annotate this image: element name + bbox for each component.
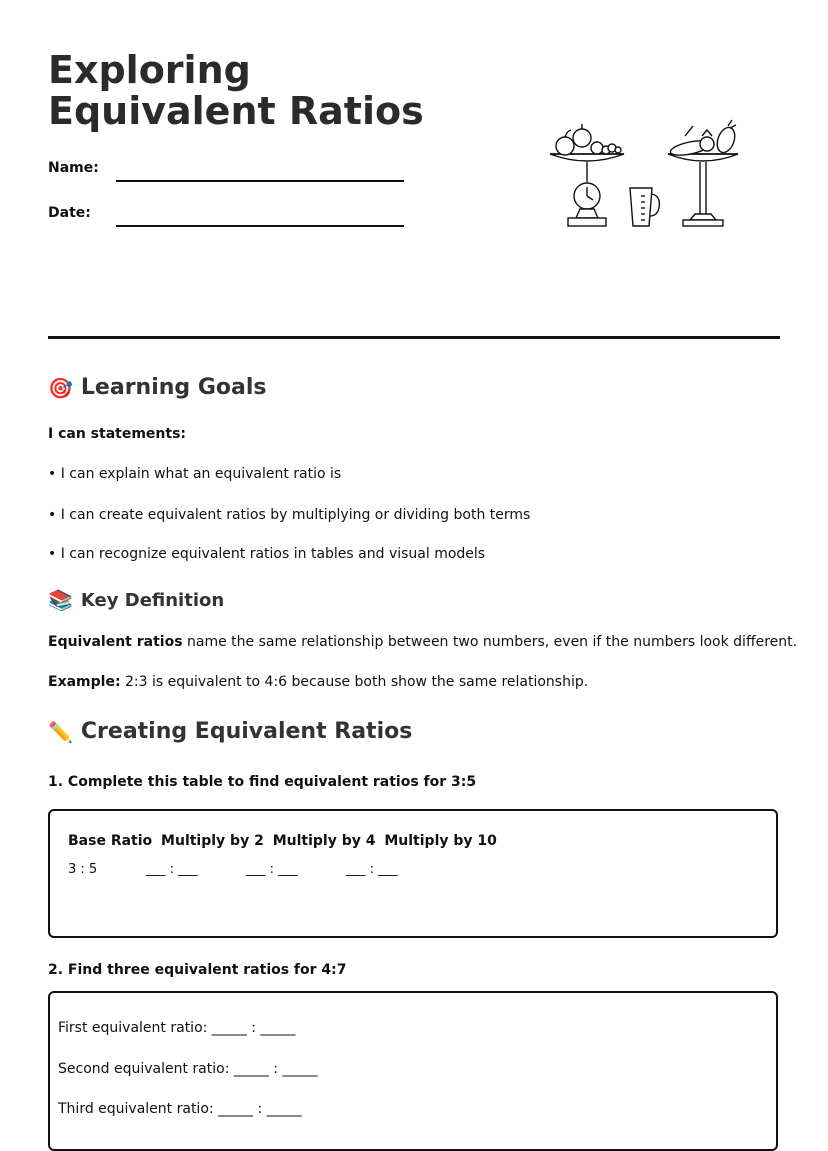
example-text: 2:3 is equivalent to 4:6 because both show the same relationship. <box>120 674 589 690</box>
key-definition-title: Key Definition <box>80 589 225 611</box>
table-header-row <box>68 833 501 849</box>
definition-paragraph <box>48 634 797 650</box>
example-label: Example: <box>48 674 121 690</box>
worksheet-title: Exploring Equivalent Ratios <box>48 48 424 133</box>
books-icon: 📚 <box>48 588 73 612</box>
answer-line[interactable]: Second equivalent ratio: _____ : _____ <box>58 1061 318 1077</box>
table-header: Multiply by 10 <box>384 833 497 849</box>
table-header: Multiply by 4 <box>272 833 376 849</box>
goal-item: • I can explain what an equivalent ratio is <box>48 466 342 482</box>
question-2: 2. Find three equivalent ratios for 4:7 <box>48 962 347 978</box>
goal-item: • I can recognize equivalent ratios in tables and visual models <box>48 546 486 562</box>
table-cell-answer[interactable]: ___ : ___ <box>246 862 298 877</box>
target-icon: 🎯 <box>48 375 73 400</box>
key-definition-heading <box>48 588 224 612</box>
goal-item: • I can create equivalent ratios by multiplying or dividing both terms <box>48 507 531 523</box>
question-1: 1. Complete this table to find equivalent ratios for 3:5 <box>48 774 477 790</box>
name-label: Name: <box>48 160 99 176</box>
ratio-table-box <box>48 809 778 938</box>
i-can-statements-label: I can statements: <box>48 426 187 442</box>
table-cell-answer[interactable]: ___ : ___ <box>146 862 198 877</box>
creating-ratios-title: Creating Equivalent Ratios <box>80 719 413 744</box>
learning-goals-heading <box>48 375 266 400</box>
left-scale-icon <box>550 124 624 226</box>
learning-goals-title: Learning Goals <box>80 375 267 400</box>
table-cell-base: 3 : 5 <box>68 862 98 877</box>
date-label: Date: <box>48 205 91 221</box>
answers-box <box>48 991 778 1151</box>
pencil-icon: ✏️ <box>48 719 73 744</box>
example-paragraph <box>48 674 588 690</box>
answer-line[interactable]: Third equivalent ratio: _____ : _____ <box>58 1101 302 1117</box>
table-cell-answer[interactable]: ___ : ___ <box>346 862 398 877</box>
right-scale-icon <box>668 120 738 226</box>
name-field[interactable] <box>116 180 404 182</box>
date-field[interactable] <box>116 225 404 227</box>
table-header: Base Ratio <box>68 833 153 849</box>
answer-line[interactable]: First equivalent ratio: _____ : _____ <box>58 1020 296 1036</box>
table-header: Multiply by 2 <box>161 833 264 849</box>
definition-text: name the same relationship between two numbers, even if the numbers look different. <box>182 634 798 650</box>
section-divider <box>48 336 780 339</box>
definition-term: Equivalent ratios <box>48 634 183 650</box>
measuring-cup-icon <box>630 188 659 226</box>
creating-ratios-heading <box>48 719 412 744</box>
balance-scales-illustration <box>540 116 750 234</box>
